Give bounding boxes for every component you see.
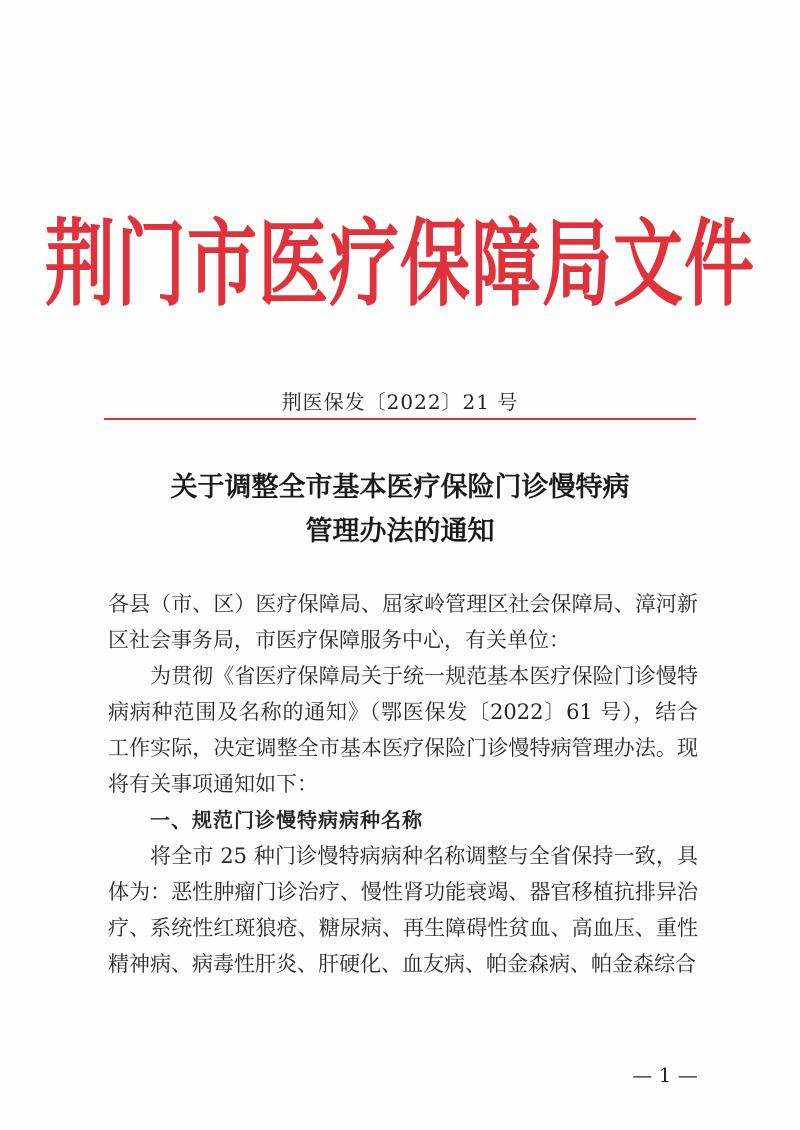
body-paragraph-1: 为贯彻《省医疗保障局关于统一规范基本医疗保险门诊慢特病病种范围及名称的通知》（鄂医保发〔2022〕61 号），结合工作实际，决定调整全市基本医疗保险门诊慢特病管理办法。现将有关事项通知如下： bbox=[108, 664, 698, 796]
addressee-paragraph: 各县（市、区）医疗保障局、屈家岭管理区社会保障局、漳河新区社会事务局，市医疗保障服务中心，有关单位： bbox=[108, 592, 698, 652]
document-body bbox=[108, 586, 698, 982]
notice-title-line-2: 管理办法的通知 bbox=[305, 516, 495, 547]
page-number: — 1 — bbox=[632, 1063, 698, 1087]
notice-title bbox=[0, 466, 800, 554]
masthead-title: 荆门市医疗保障局文件 bbox=[45, 208, 755, 320]
document-number: 荆医保发〔2022〕21 号 bbox=[281, 390, 519, 414]
section-heading-1: 一、规范门诊慢特病病种名称 bbox=[150, 808, 423, 832]
red-divider-line bbox=[104, 418, 696, 420]
body-paragraph-2: 将全市 25 种门诊慢特病病种名称调整与全省保持一致，具体为：恶性肿瘤门诊治疗、慢性肾功能衰竭、器官移植抗排异治疗、系统性红斑狼疮、糖尿病、再生障碍性贫血、高血压、重性精神病、病毒性肝炎、肝硬化、血友病、帕金森病、帕金森综合 bbox=[108, 844, 698, 976]
notice-title-line-1: 关于调整全市基本医疗保险门诊慢特病 bbox=[170, 472, 630, 503]
